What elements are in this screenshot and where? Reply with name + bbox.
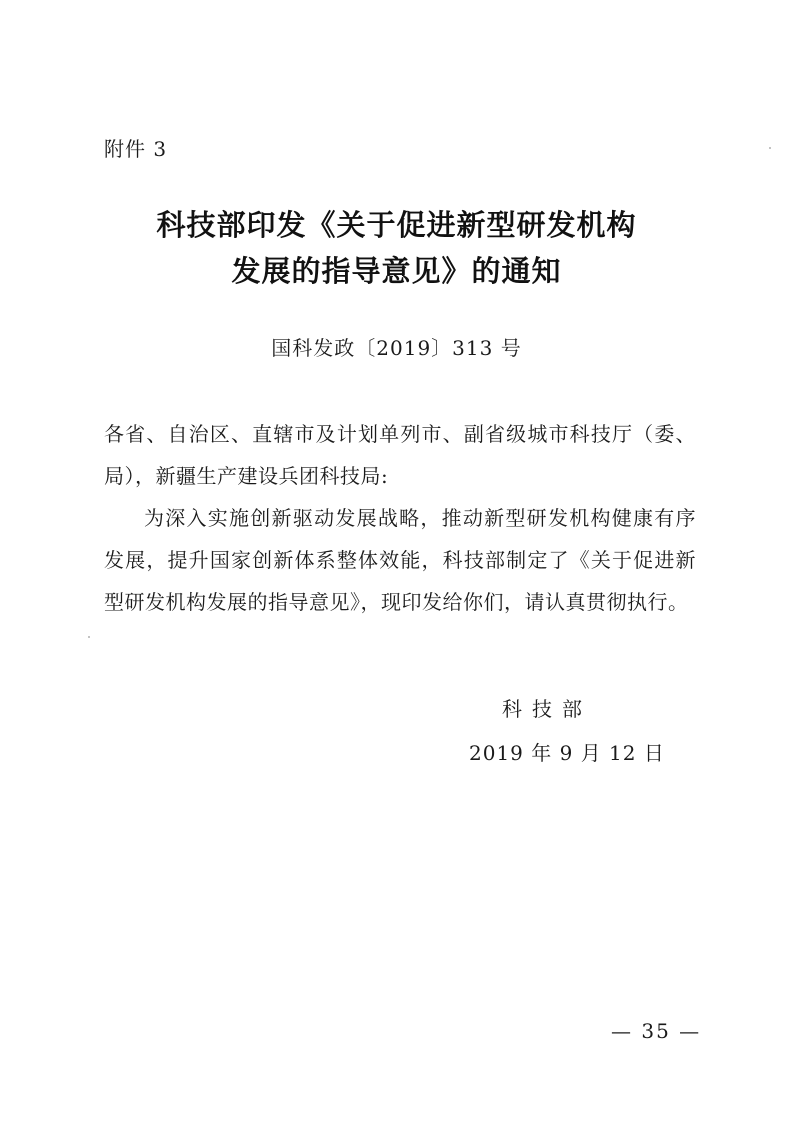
scan-speck	[769, 147, 771, 149]
notice-title-line-2: 发展的指导意见》的通知	[231, 254, 562, 288]
signature-organization: 科技部	[502, 697, 592, 721]
document-number: 国科发政〔2019〕313 号	[271, 336, 522, 360]
addressee-paragraph: 各省、自治区、直辖市及计划单列市、副省级城市科技厅（委、局），新疆生产建设兵团科技局:	[104, 422, 696, 488]
page-number: — 35 —	[611, 1019, 702, 1043]
attachment-label: 附件 3	[104, 137, 168, 161]
scan-speck	[88, 636, 90, 638]
body-paragraph: 为深入实施创新驱动发展战略，推动新型研发机构健康有序发展，提升国家创新体系整体效能，科技部制定了《关于促进新型研发机构发展的指导意见》，现印发给你们，请认真贯彻执行。	[104, 506, 696, 614]
notice-title-line-1: 科技部印发《关于促进新型研发机构	[156, 208, 637, 242]
signature-date: 2019 年 9 月 12 日	[469, 741, 665, 765]
